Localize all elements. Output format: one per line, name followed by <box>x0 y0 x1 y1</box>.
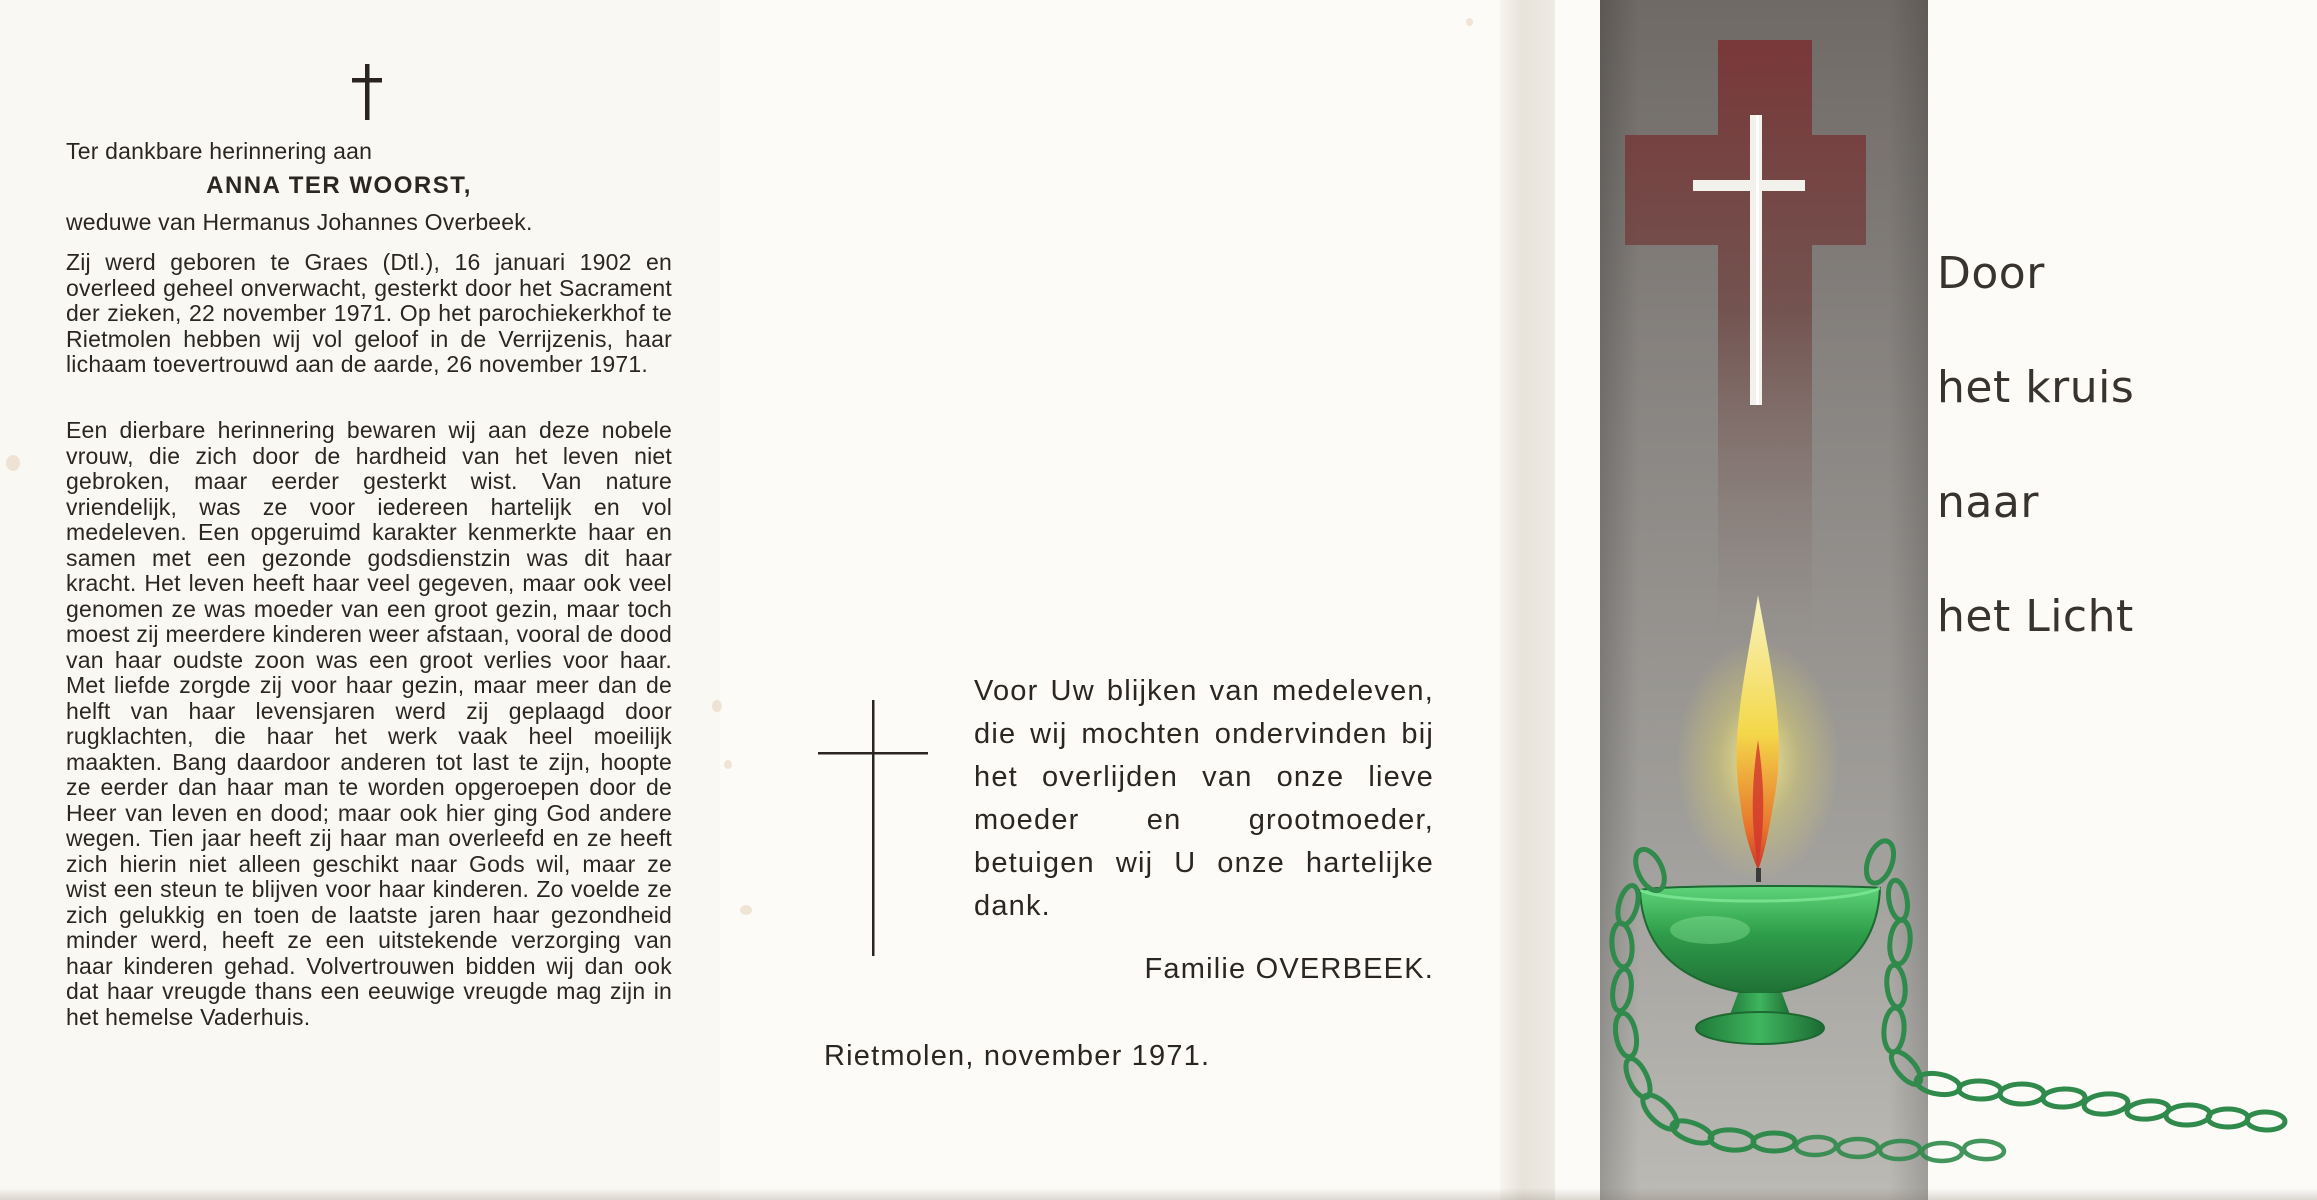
middle-panel <box>720 0 1500 1200</box>
paper-stain <box>724 760 732 769</box>
card-edge-shadow <box>0 1188 2317 1200</box>
paper-stain <box>1466 18 1473 26</box>
motto-line-1: Door <box>1937 248 2045 299</box>
paper-stain <box>6 455 20 471</box>
motto-line-2: het kruis <box>1937 362 2135 413</box>
place-date: Rietmolen, november 1971. <box>824 1040 1211 1072</box>
memory-paragraph <box>66 418 672 1030</box>
paper-stain <box>740 905 752 915</box>
thin-cross-icon <box>818 700 928 956</box>
paper-stain <box>712 700 722 712</box>
cross-icon <box>350 64 384 120</box>
motto-line-3: naar <box>1937 477 2039 528</box>
birth-death-text: Zij werd geboren te Graes (Dtl.), 16 januari 1902 en overleed geheel onverwacht, gesterkt door het Sacrament der zieken, 22 november 1971. Op het parochiekerkhof te Rietmolen hebben wij vol geloof in de Verrijzenis, haar lichaam toevertrouwd aan de aarde, 26 november 1971. <box>66 249 672 377</box>
memory-text: Een dierbare herinnering bewaren wij aan deze nobele vrouw, die zich door de hardheid van het leven niet gebroken, maar eerder gesterkt wist. Van nature vriendelijk, was ze voor iedereen hartelijk en vol medeleven. Een opgeruimd karakter kenmerkte haar en samen met een gezonde godsdienstzin was dit haar kracht. Het leven heeft haar veel gegeven, maar ook veel genomen ze was moeder van een groot gezin, maar toch moest zij meerdere kinderen weer afstaan, vooral de dood van haar oudste zoon was een groot verlies voor haar. Met liefde zorgde zij voor haar gezin, maar meer dan de helft van haar levensjaren werd zij geplaagd door rugklachten, die haar het werk vaak heel moeilijk maakten. Bang daardoor anderen tot last te zijn, hoopte ze eerder dan haar man te worden opgeroepen door de Heer van leven en dood; maar ook hier ging God andere wegen. Tien jaar heeft zij haar man overleefd en ze heeft zich hierin niet alleen geschikt naar Gods wil, maar ze wist een steun te blijven voor haar kinderen. Zo voelde ze zich gelukkig en toen de laatste jaren haar gezondheid minder werd, heeft ze een uitstekende verzorging van haar kinderen gehad. Volvertrouwen bidden wij dan ook dat haar vreugde thans een eeuwige vreugde mag zijn in het hemelse Vaderhuis. <box>66 417 672 1030</box>
thanks-text: Voor Uw blijken van medeleven, die wij mochten ondervinden bij het overlijden van onze lieve moeder en grootmoeder, betuigen wij U onze hartelijke dank. <box>974 675 1434 922</box>
motto-line-4: het Licht <box>1937 591 2134 642</box>
memorial-intro: Ter dankbare herinnering aan <box>66 138 373 164</box>
card-fold <box>1500 0 1555 1200</box>
family-signature: Familie OVERBEEK. <box>1144 953 1434 985</box>
widow-line: weduwe van Hermanus Johannes Overbeek. <box>66 209 533 235</box>
birth-death-paragraph <box>66 250 672 378</box>
deceased-name: ANNA TER WOORST, <box>206 172 472 199</box>
